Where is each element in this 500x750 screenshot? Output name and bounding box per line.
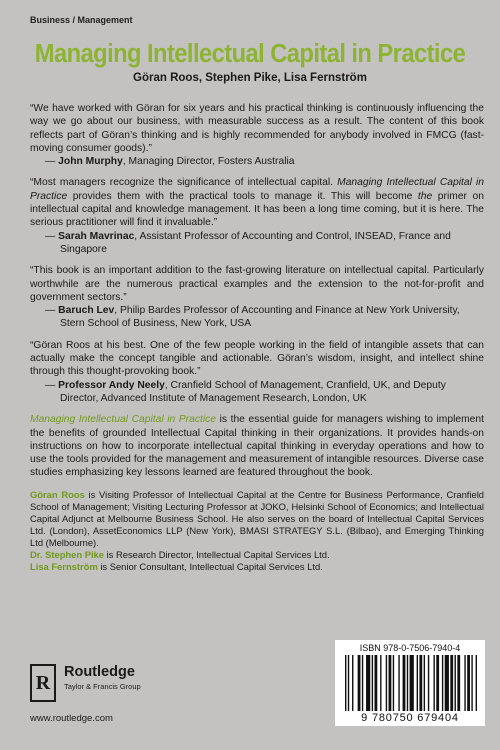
barcode-stripe — [436, 655, 439, 711]
barcode-stripe — [464, 655, 465, 711]
barcode-stripe — [358, 655, 361, 711]
barcode-stripe — [386, 655, 387, 711]
quote-text: “Göran Roos at his best. One of the few people working in the field of intangible assets that can actually make the concept tangible and actionable. Göran’s wisdom, insight, and intellect shine through this thought-provoking book.” — [30, 339, 484, 378]
quote-role: , Cranfield School of Management, Cranfield, UK, and Deputy Director, Advanced Institute of Management Research, London, UK — [60, 379, 446, 404]
bio-text: is Visiting Professor of Intellectual Capital at the Centre for Business Performance, Cranfield School of Management; Visiting Lecturing Professor at JOKO, Helsinki School of Economics; and Intellectual Capital Adjunct at Melbourne Business School. He also serves on the board of Intellectual Capital Services Ltd. (London), AssetEconomics LLP (New York), BMASI STRATEGY S.L. (Bilbao), and Emerging Thinking Ltd (Melbourne). — [30, 488, 484, 548]
publisher-brand: Routledge — [64, 664, 135, 680]
barcode-stripe — [372, 655, 373, 711]
barcode-digits: 9 780750 679404 — [361, 712, 459, 724]
barcode-stripe — [403, 655, 406, 711]
svg-text:R: R — [35, 672, 51, 694]
barcode-stripe — [450, 655, 453, 711]
quote-book-title: Managing Intellectual Capital in Practice — [30, 177, 485, 202]
quote-role: , Assistant Professor of Accounting and Control, INSEAD, France and Singapore — [60, 230, 451, 255]
barcode-stripe — [417, 655, 418, 711]
quote-role: , Managing Director, Fosters Australia — [122, 156, 295, 168]
barcode-stripe — [362, 655, 363, 711]
barcode-stripe — [471, 655, 472, 711]
back-cover-body — [30, 102, 484, 573]
publisher-url[interactable]: www.routledge.com — [30, 713, 113, 724]
quote-attribution: — Baruch Lev, Philip Bardes Professor of Accounting and Finance at New York University, Stern School of Business, New York, USA — [45, 305, 460, 330]
quote-attribution: — Professor Andy Neely, Cranfield School of Management, Cranfield, UK, and Deputy Director, Advanced Institute of Management Research, London, UK — [45, 379, 446, 404]
book-title: Managing Intellectual Capital in Practice — [34, 40, 466, 68]
barcode-stripe — [455, 655, 456, 711]
bio-text: is Research Director, Intellectual Capital Services Ltd. — [103, 548, 330, 560]
publisher-logo — [30, 663, 210, 713]
bio-name: Göran Roos — [30, 488, 85, 500]
authors-line: Göran Roos, Stephen Pike, Lisa Fernström — [133, 72, 367, 84]
publisher-tagline: Taylor & Francis Group — [64, 682, 141, 691]
barcode-stripe — [442, 655, 443, 711]
barcode-bars — [345, 655, 477, 711]
quote-author: Professor Andy Neely — [58, 379, 165, 391]
quote-4 — [30, 339, 484, 405]
barcode-stripe — [424, 655, 425, 711]
quote-emphasis: the — [417, 190, 433, 202]
isbn-label: ISBN 978-0-7506-7940-4 — [359, 643, 461, 653]
bio-name: Dr. Stephen Pike — [30, 548, 104, 560]
barcode-stripe — [380, 655, 381, 711]
book-description — [30, 413, 484, 479]
quote-text: “We have worked with Göran for six years and his practical thinking is continuously influencing the way we go about our business, with measurable success as a result. The content of this book reflects part of Göran’s thinking and is highly recommended for anybody involved in FMCG (fast-moving consumer goods).” — [30, 103, 484, 154]
barcode-stripe — [467, 655, 470, 711]
author-bio-fernstrom — [30, 561, 484, 573]
author-bio-pike — [30, 549, 484, 561]
barcode-stripe — [445, 655, 449, 711]
barcode-stripe — [476, 655, 477, 711]
routledge-logo-icon — [30, 664, 56, 702]
quote-text — [30, 176, 484, 229]
barcode-panel — [335, 640, 485, 726]
barcode-stripe — [398, 655, 399, 711]
quote-text: “This book is an important addition to the fast-growing literature on intellectual capital. Particularly worthwhile are the numerous practical examples and the extension to the not-for-profit and government sectors.” — [30, 265, 484, 303]
barcode-stripe — [407, 655, 408, 711]
quote-2 — [30, 176, 484, 256]
barcode-stripe — [433, 655, 434, 711]
barcode-stripe — [366, 655, 370, 711]
category-label: Business / Management — [30, 15, 133, 25]
quote-author: John Murphy — [58, 156, 123, 168]
barcode-stripe — [410, 655, 414, 711]
quote-attribution: — John Murphy, Managing Director, Fosters Australia — [45, 156, 295, 168]
barcode-stripe — [428, 655, 429, 711]
quote-author: Baruch Lev — [58, 305, 115, 317]
description-book-title: Managing Intellectual Capital in Practice — [30, 414, 217, 426]
barcode-stripe — [352, 655, 353, 711]
barcode-stripe — [389, 655, 392, 711]
barcode-stripe — [419, 655, 422, 711]
quote-1 — [30, 102, 484, 168]
barcode-stripe — [374, 655, 377, 711]
quote-3 — [30, 264, 484, 330]
bio-text: is Senior Consultant, Intellectual Capital Services Ltd. — [97, 560, 323, 572]
quote-text-part: “Most managers recognize the significance of intellectual capital. — [30, 177, 338, 189]
quote-attribution: — Sarah Mavrinac, Assistant Professor of Accounting and Control, INSEAD, France and Singapore — [45, 230, 451, 255]
barcode-stripe — [393, 655, 394, 711]
bio-name: Lisa Fernström — [30, 560, 98, 572]
quote-text-part: provides them with the practical tools to manage it. This will become — [67, 190, 418, 202]
barcode-stripe — [348, 655, 349, 711]
barcode-stripe — [457, 655, 460, 711]
quote-author: Sarah Mavrinac — [58, 230, 135, 242]
description-text: is the essential guide for managers wishing to implement the benefits of grounded Intellectual Capital thinking in their organizations. It provides hands-on instructions on how to incorporate intellectual capital thinking in everyday operations and how to use the tools provided for the management and measurement of intangible resources. Diverse case studies emphasizing key lessons learned are featured throughout the book. — [30, 414, 484, 479]
quote-role: , Philip Bardes Professor of Accounting and Finance at New York University, Stern School of Business, New York, USA — [60, 305, 460, 330]
author-bio-roos — [30, 489, 484, 549]
quote-text-part: primer on intellectual capital and knowledge management. It has been a long time coming, but it is here. The serious practitioner will find it invaluable.” — [30, 190, 484, 229]
barcode-stripe — [345, 655, 346, 711]
